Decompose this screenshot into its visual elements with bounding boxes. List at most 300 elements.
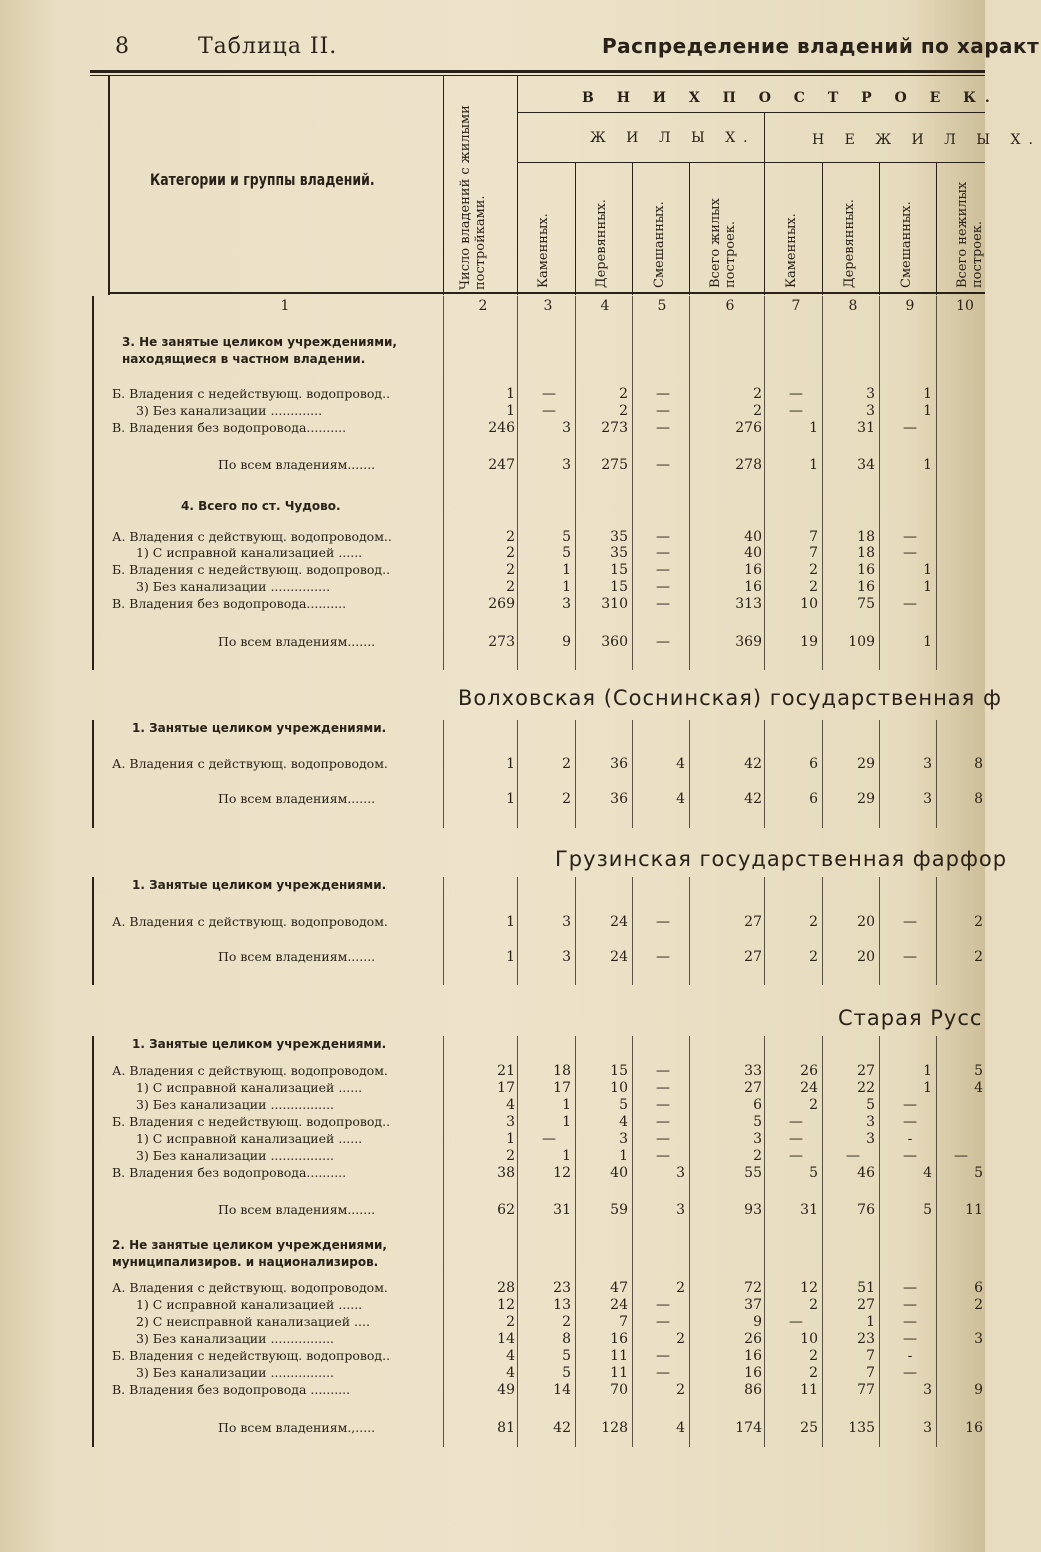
table-cell: 15 [610, 1063, 628, 1079]
region-title-gruzino: Грузинская государственная фарфор [555, 847, 1008, 871]
header-divider-2 [517, 75, 518, 295]
table-cell: 42 [744, 756, 762, 772]
row-label: 1) С исправной канализацией ...... [136, 1297, 363, 1312]
table-cell: 24 [800, 1080, 818, 1096]
table-cell: 6 [809, 756, 818, 772]
table-cell: 2 [809, 949, 818, 965]
table-cell: — [789, 1131, 803, 1147]
table-cell: 1 [809, 420, 818, 436]
table-cell: 246 [488, 420, 515, 436]
table-cell: — [903, 949, 917, 965]
table-cell: 4 [506, 1365, 515, 1381]
column-rule [764, 720, 765, 828]
table-cell: 1 [923, 403, 932, 419]
top-rule-thin [90, 75, 985, 76]
colnum-8: 8 [848, 298, 858, 314]
table-cell: 174 [735, 1420, 762, 1436]
table-cell: 360 [601, 634, 628, 650]
table-cell: 3 [676, 1165, 685, 1181]
table-cell: — [656, 457, 670, 473]
header-divider-1 [443, 75, 444, 295]
table-cell: — [903, 1148, 917, 1164]
table-cell: — [656, 634, 670, 650]
column-rule [879, 720, 880, 828]
colnum-9: 9 [905, 298, 915, 314]
table-cell: 77 [857, 1382, 875, 1398]
table-cell: 29 [857, 791, 875, 807]
row-label: А. Владения с действующ. водопроводом. [112, 756, 388, 771]
row-label: А. Владения с действующ. водопроводом. [112, 1280, 388, 1295]
column-rule [689, 877, 690, 985]
table-cell: 26 [800, 1063, 818, 1079]
table-cell: 2 [974, 1297, 983, 1313]
table-cell: 5 [562, 1348, 571, 1364]
table-cell: 3 [619, 1131, 628, 1147]
table-cell: 9 [753, 1314, 762, 1330]
column-rule [879, 1036, 880, 1447]
table-cell: 3 [923, 756, 932, 772]
row-label: 1) С исправной канализацией ...... [136, 1080, 363, 1095]
table-cell: — [903, 1097, 917, 1113]
table-cell: 19 [800, 634, 818, 650]
table-cell: 2 [506, 545, 515, 561]
row-label: Б. Владения с недействующ. водопровод.. [112, 1114, 391, 1129]
table-cell: — [954, 1148, 968, 1164]
table-cell: 7 [619, 1314, 628, 1330]
table-cell: 1 [562, 579, 571, 595]
section-heading: 2. Не занятые целиком учреждениями, [112, 1238, 387, 1252]
row-label: В. Владения без водопровода.......... [112, 420, 347, 435]
table-cell: 20 [857, 949, 875, 965]
left-border [92, 720, 94, 828]
table-cell: — [656, 1097, 670, 1113]
row-label: А. Владения с действующ. водопроводом. [112, 1063, 388, 1078]
table-cell: — [656, 1114, 670, 1130]
row-label: 1) С исправной канализацией ...... [136, 1131, 363, 1146]
table-cell: 40 [744, 545, 762, 561]
colnum-5: 5 [657, 298, 667, 314]
table-cell: 1 [506, 949, 515, 965]
table-cell: 16 [857, 579, 875, 595]
colnum-4: 4 [600, 298, 610, 314]
colnum-3: 3 [543, 298, 553, 314]
table-cell: 35 [610, 545, 628, 561]
table-cell: 24 [610, 949, 628, 965]
row-label: А. Владения с действующ. водопроводом. [112, 914, 388, 929]
left-border [108, 75, 110, 295]
derevyannykh-header: Деревянных. [594, 199, 609, 288]
header-divider-7 [822, 162, 823, 295]
table-cell: 16 [857, 562, 875, 578]
table-cell: — [656, 1297, 670, 1313]
table-cell: 16 [744, 579, 762, 595]
table-cell: — [542, 386, 556, 402]
table-cell: 247 [488, 457, 515, 473]
table-cell: 1 [923, 562, 932, 578]
table-cell: 17 [497, 1080, 515, 1096]
page-number: 8 [115, 34, 129, 59]
table-cell: — [846, 1148, 860, 1164]
row-label: 3) Без канализации ............... [136, 579, 331, 594]
table-cell: 2 [809, 562, 818, 578]
table-cell: 46 [857, 1165, 875, 1181]
table-cell: 135 [848, 1420, 875, 1436]
table-cell: 16 [744, 1348, 762, 1364]
column-rule [575, 296, 576, 670]
vsego-nezhilykh-header: Всего нежилых построек. [955, 181, 985, 288]
table-cell: 40 [744, 529, 762, 545]
table-cell: 31 [857, 420, 875, 436]
table-cell: — [903, 545, 917, 561]
table-cell: — [789, 1314, 803, 1330]
table-cell: 3 [866, 1131, 875, 1147]
table-cell: 7 [809, 529, 818, 545]
row-label: В. Владения без водопровода .......... [112, 1382, 351, 1397]
table-cell: 4 [974, 1080, 983, 1096]
table-cell: 3 [866, 403, 875, 419]
table-cell: — [656, 1148, 670, 1164]
table-cell: 3 [562, 596, 571, 612]
table-cell: 24 [610, 1297, 628, 1313]
table-cell: 11 [965, 1202, 983, 1218]
table-cell: 1 [562, 562, 571, 578]
column-rule [517, 1036, 518, 1447]
table-cell: 273 [488, 634, 515, 650]
row-label: По всем владениям....... [218, 634, 376, 649]
table-cell: 10 [800, 1331, 818, 1347]
table-cell: 1 [923, 457, 932, 473]
table-cell: 36 [610, 756, 628, 772]
left-border [92, 877, 94, 985]
table-cell: 26 [744, 1331, 762, 1347]
table-cell: 1 [506, 403, 515, 419]
row-label: По всем владениям....... [218, 457, 376, 472]
row-label: По всем владениям....... [218, 1202, 376, 1217]
top-rule [90, 70, 985, 73]
column-rule [517, 877, 518, 985]
section-heading: находящиеся в частном владении. [122, 352, 366, 366]
table-cell: 3 [676, 1202, 685, 1218]
table-cell: 23 [857, 1331, 875, 1347]
table-cell: 11 [610, 1348, 628, 1364]
table-cell: 8 [974, 791, 983, 807]
row-label: 3) Без канализации ................ [136, 1331, 335, 1346]
row-label: В. Владения без водопровода.......... [112, 1165, 347, 1180]
table-cell: 109 [848, 634, 875, 650]
column-rule [822, 1036, 823, 1447]
column-rule [575, 877, 576, 985]
header-divider-4 [632, 162, 633, 295]
table-cell: 7 [866, 1348, 875, 1364]
table-cell: 3 [753, 1131, 762, 1147]
table-cell: 4 [619, 1114, 628, 1130]
table-cell: 16 [610, 1331, 628, 1347]
table-cell: — [789, 386, 803, 402]
table-cell: 2 [809, 1348, 818, 1364]
header-divider-5 [689, 162, 690, 295]
table-cell: 3 [923, 1420, 932, 1436]
table-cell: 34 [857, 457, 875, 473]
table-cell: 3 [506, 1114, 515, 1130]
table-cell: 4 [676, 791, 685, 807]
column-rule [936, 296, 937, 670]
table-cell: — [656, 949, 670, 965]
table-cell: 1 [506, 914, 515, 930]
table-cell: 18 [553, 1063, 571, 1079]
table-cell: 1 [506, 791, 515, 807]
table-cell: 1 [506, 1131, 515, 1147]
table-cell: 40 [610, 1165, 628, 1181]
table-cell: — [656, 545, 670, 561]
header-divider-8 [879, 162, 880, 295]
table-cell: 2 [809, 1097, 818, 1113]
column-rule [822, 720, 823, 828]
column-rule [632, 720, 633, 828]
table-cell: 42 [553, 1420, 571, 1436]
row-label: А. Владения с действующ. водопроводом.. [112, 529, 392, 544]
table-cell: — [656, 914, 670, 930]
table-cell: 278 [735, 457, 762, 473]
table-cell: — [656, 403, 670, 419]
table-cell: 2 [506, 579, 515, 595]
row-label: 3) Без канализации ............. [136, 403, 323, 418]
column-rule [822, 877, 823, 985]
table-cell: 1 [619, 1148, 628, 1164]
table-cell: 14 [497, 1331, 515, 1347]
table-cell: 14 [553, 1382, 571, 1398]
table-cell: 2 [753, 403, 762, 419]
table-cell: 4 [676, 756, 685, 772]
v-nikh-header: В Н И Х П О С Т Р О Е К. [582, 90, 999, 106]
table-cell: 12 [553, 1165, 571, 1181]
row-label: 3) Без канализации ................ [136, 1097, 335, 1112]
table-cell: 2 [506, 529, 515, 545]
section-heading: 1. Занятые целиком учреждениями. [132, 721, 387, 735]
left-border [92, 296, 94, 670]
table-cell: 269 [488, 596, 515, 612]
table-cell: 24 [610, 914, 628, 930]
table-cell: 1 [562, 1148, 571, 1164]
table-cell: 49 [497, 1382, 515, 1398]
table-cell: 2 [562, 791, 571, 807]
column-rule [443, 1036, 444, 1447]
table-cell: 16 [744, 1365, 762, 1381]
column-rule [689, 296, 690, 670]
table-cell: 70 [610, 1382, 628, 1398]
vsego-zhilykh-header: Всего жилых построек. [708, 198, 738, 288]
section-heading: 1. Занятые целиком учреждениями. [132, 1037, 387, 1051]
table-cell: — [656, 1348, 670, 1364]
section-heading: муниципализиров. и национализиров. [112, 1255, 379, 1269]
table-cell: 35 [610, 529, 628, 545]
table-cell: — [789, 1148, 803, 1164]
table-cell: 9 [562, 634, 571, 650]
column-rule [632, 1036, 633, 1447]
table-cell: 10 [610, 1080, 628, 1096]
table-cell: 1 [506, 386, 515, 402]
colnum-2: 2 [478, 298, 488, 314]
table-cell: 10 [800, 596, 818, 612]
table-cell: 5 [809, 1165, 818, 1181]
table-cell: — [903, 1114, 917, 1130]
table-cell: 3 [923, 1382, 932, 1398]
table-cell: 3 [866, 1114, 875, 1130]
table-cell: 5 [562, 545, 571, 561]
table-cell: 33 [744, 1063, 762, 1079]
table-cell: 21 [497, 1063, 515, 1079]
category-header: Категории и группы владений. [150, 170, 375, 189]
table-cell: 3 [562, 914, 571, 930]
smeshannykh-header: Смешанных. [652, 201, 667, 288]
table-cell: 81 [497, 1420, 515, 1436]
table-cell: 9 [974, 1382, 983, 1398]
table-cell: - [907, 1131, 913, 1147]
table-cell: — [903, 529, 917, 545]
table-cell: — [903, 914, 917, 930]
subhead-rule-2 [518, 162, 985, 163]
row-label: 3) Без канализации ................ [136, 1365, 335, 1380]
row-label: По всем владениям....... [218, 791, 376, 806]
table-title: Распределение владений по характ [602, 34, 1040, 58]
table-cell: 18 [857, 529, 875, 545]
table-cell: — [656, 1314, 670, 1330]
zhilykh-header: Ж И Л Ы Х. [590, 130, 756, 146]
table-cell: 75 [857, 596, 875, 612]
colnum-1: 1 [280, 298, 290, 314]
table-cell: — [903, 596, 917, 612]
table-cell: 1 [923, 579, 932, 595]
table-cell: 31 [553, 1202, 571, 1218]
smeshannykh2-header: Смешанных. [899, 201, 914, 288]
table-cell: 2 [562, 1314, 571, 1330]
column-rule [575, 720, 576, 828]
table-cell: — [656, 1080, 670, 1096]
table-cell: - [907, 1348, 913, 1364]
table-label: Таблица II. [198, 34, 338, 59]
table-cell: 8 [562, 1331, 571, 1347]
table-cell: — [542, 1131, 556, 1147]
table-cell: 16 [965, 1420, 983, 1436]
table-cell: — [656, 1063, 670, 1079]
table-cell: 25 [800, 1420, 818, 1436]
table-cell: 3 [923, 791, 932, 807]
table-cell: 37 [744, 1297, 762, 1313]
row-label: 2) С неисправной канализацией .... [136, 1314, 370, 1329]
table-cell: — [542, 403, 556, 419]
table-cell: 1 [923, 1080, 932, 1096]
table-cell: 27 [744, 949, 762, 965]
table-cell: — [656, 562, 670, 578]
table-cell: 16 [744, 562, 762, 578]
region-title-volkhov: Волховская (Соснинская) государственная ф [458, 686, 1002, 710]
table-cell: 12 [800, 1280, 818, 1296]
column-rule [443, 720, 444, 828]
column-rule [764, 877, 765, 985]
table-cell: 7 [866, 1365, 875, 1381]
table-cell: — [656, 579, 670, 595]
table-cell: 2 [753, 386, 762, 402]
table-cell: 2 [619, 403, 628, 419]
table-cell: 55 [744, 1165, 762, 1181]
table-cell: 2 [619, 386, 628, 402]
table-cell: 5 [562, 529, 571, 545]
table-cell: 15 [610, 579, 628, 595]
table-cell: 4 [506, 1348, 515, 1364]
header-divider-6 [764, 112, 765, 295]
table-cell: — [656, 529, 670, 545]
kamennykh-header: Каменных. [536, 213, 551, 288]
table-cell: 27 [744, 914, 762, 930]
table-cell: 93 [744, 1202, 762, 1218]
table-cell: 2 [676, 1280, 685, 1296]
column-rule [632, 296, 633, 670]
table-cell: 5 [923, 1202, 932, 1218]
table-cell: 1 [809, 457, 818, 473]
table-cell: 1 [506, 756, 515, 772]
table-cell: 18 [857, 545, 875, 561]
table-cell: 128 [601, 1420, 628, 1436]
table-cell: 3 [562, 420, 571, 436]
section-heading: 3. Не занятые целиком учреждениями, [122, 335, 397, 349]
table-cell: 3 [974, 1331, 983, 1347]
count-header: Число владений с жилыми постройками. [458, 105, 488, 290]
table-cell: 23 [553, 1280, 571, 1296]
table-cell: 15 [610, 562, 628, 578]
table-cell: — [656, 1365, 670, 1381]
table-cell: 2 [809, 914, 818, 930]
table-cell: 72 [744, 1280, 762, 1296]
table-cell: — [789, 1114, 803, 1130]
table-cell: 1 [866, 1314, 875, 1330]
table-cell: 47 [610, 1280, 628, 1296]
table-cell: 313 [735, 596, 762, 612]
subhead-rule-1 [518, 112, 985, 113]
table-cell: 5 [974, 1063, 983, 1079]
column-rule [879, 296, 880, 670]
table-cell: 7 [809, 545, 818, 561]
row-label: Б. Владения с недействующ. водопровод.. [112, 386, 391, 401]
column-rule [822, 296, 823, 670]
table-cell: — [789, 403, 803, 419]
table-cell: 2 [676, 1331, 685, 1347]
header-divider-3 [575, 162, 576, 295]
table-cell: 369 [735, 634, 762, 650]
table-cell: 5 [974, 1165, 983, 1181]
section-heading: 1. Занятые целиком учреждениями. [132, 878, 387, 892]
table-cell: 2 [753, 1148, 762, 1164]
section-heading: 4. Всего по ст. Чудово. [181, 499, 341, 513]
table-cell: — [656, 386, 670, 402]
column-rule [689, 720, 690, 828]
colnum-10: 10 [956, 298, 974, 314]
region-title-staraya-russa: Старая Русс [838, 1006, 983, 1030]
column-rule [936, 1036, 937, 1447]
table-cell: 6 [753, 1097, 762, 1113]
table-cell: — [903, 1331, 917, 1347]
table-cell: 1 [923, 1063, 932, 1079]
table-cell: 2 [974, 949, 983, 965]
table-cell: 1 [923, 386, 932, 402]
table-cell: 29 [857, 756, 875, 772]
table-cell: 4 [676, 1420, 685, 1436]
table-cell: 38 [497, 1165, 515, 1181]
derevyannykh2-header: Деревянных. [842, 199, 857, 288]
table-cell: 36 [610, 791, 628, 807]
column-rule [936, 877, 937, 985]
table-cell: — [656, 1131, 670, 1147]
table-cell: 11 [610, 1365, 628, 1381]
column-rule [936, 720, 937, 828]
